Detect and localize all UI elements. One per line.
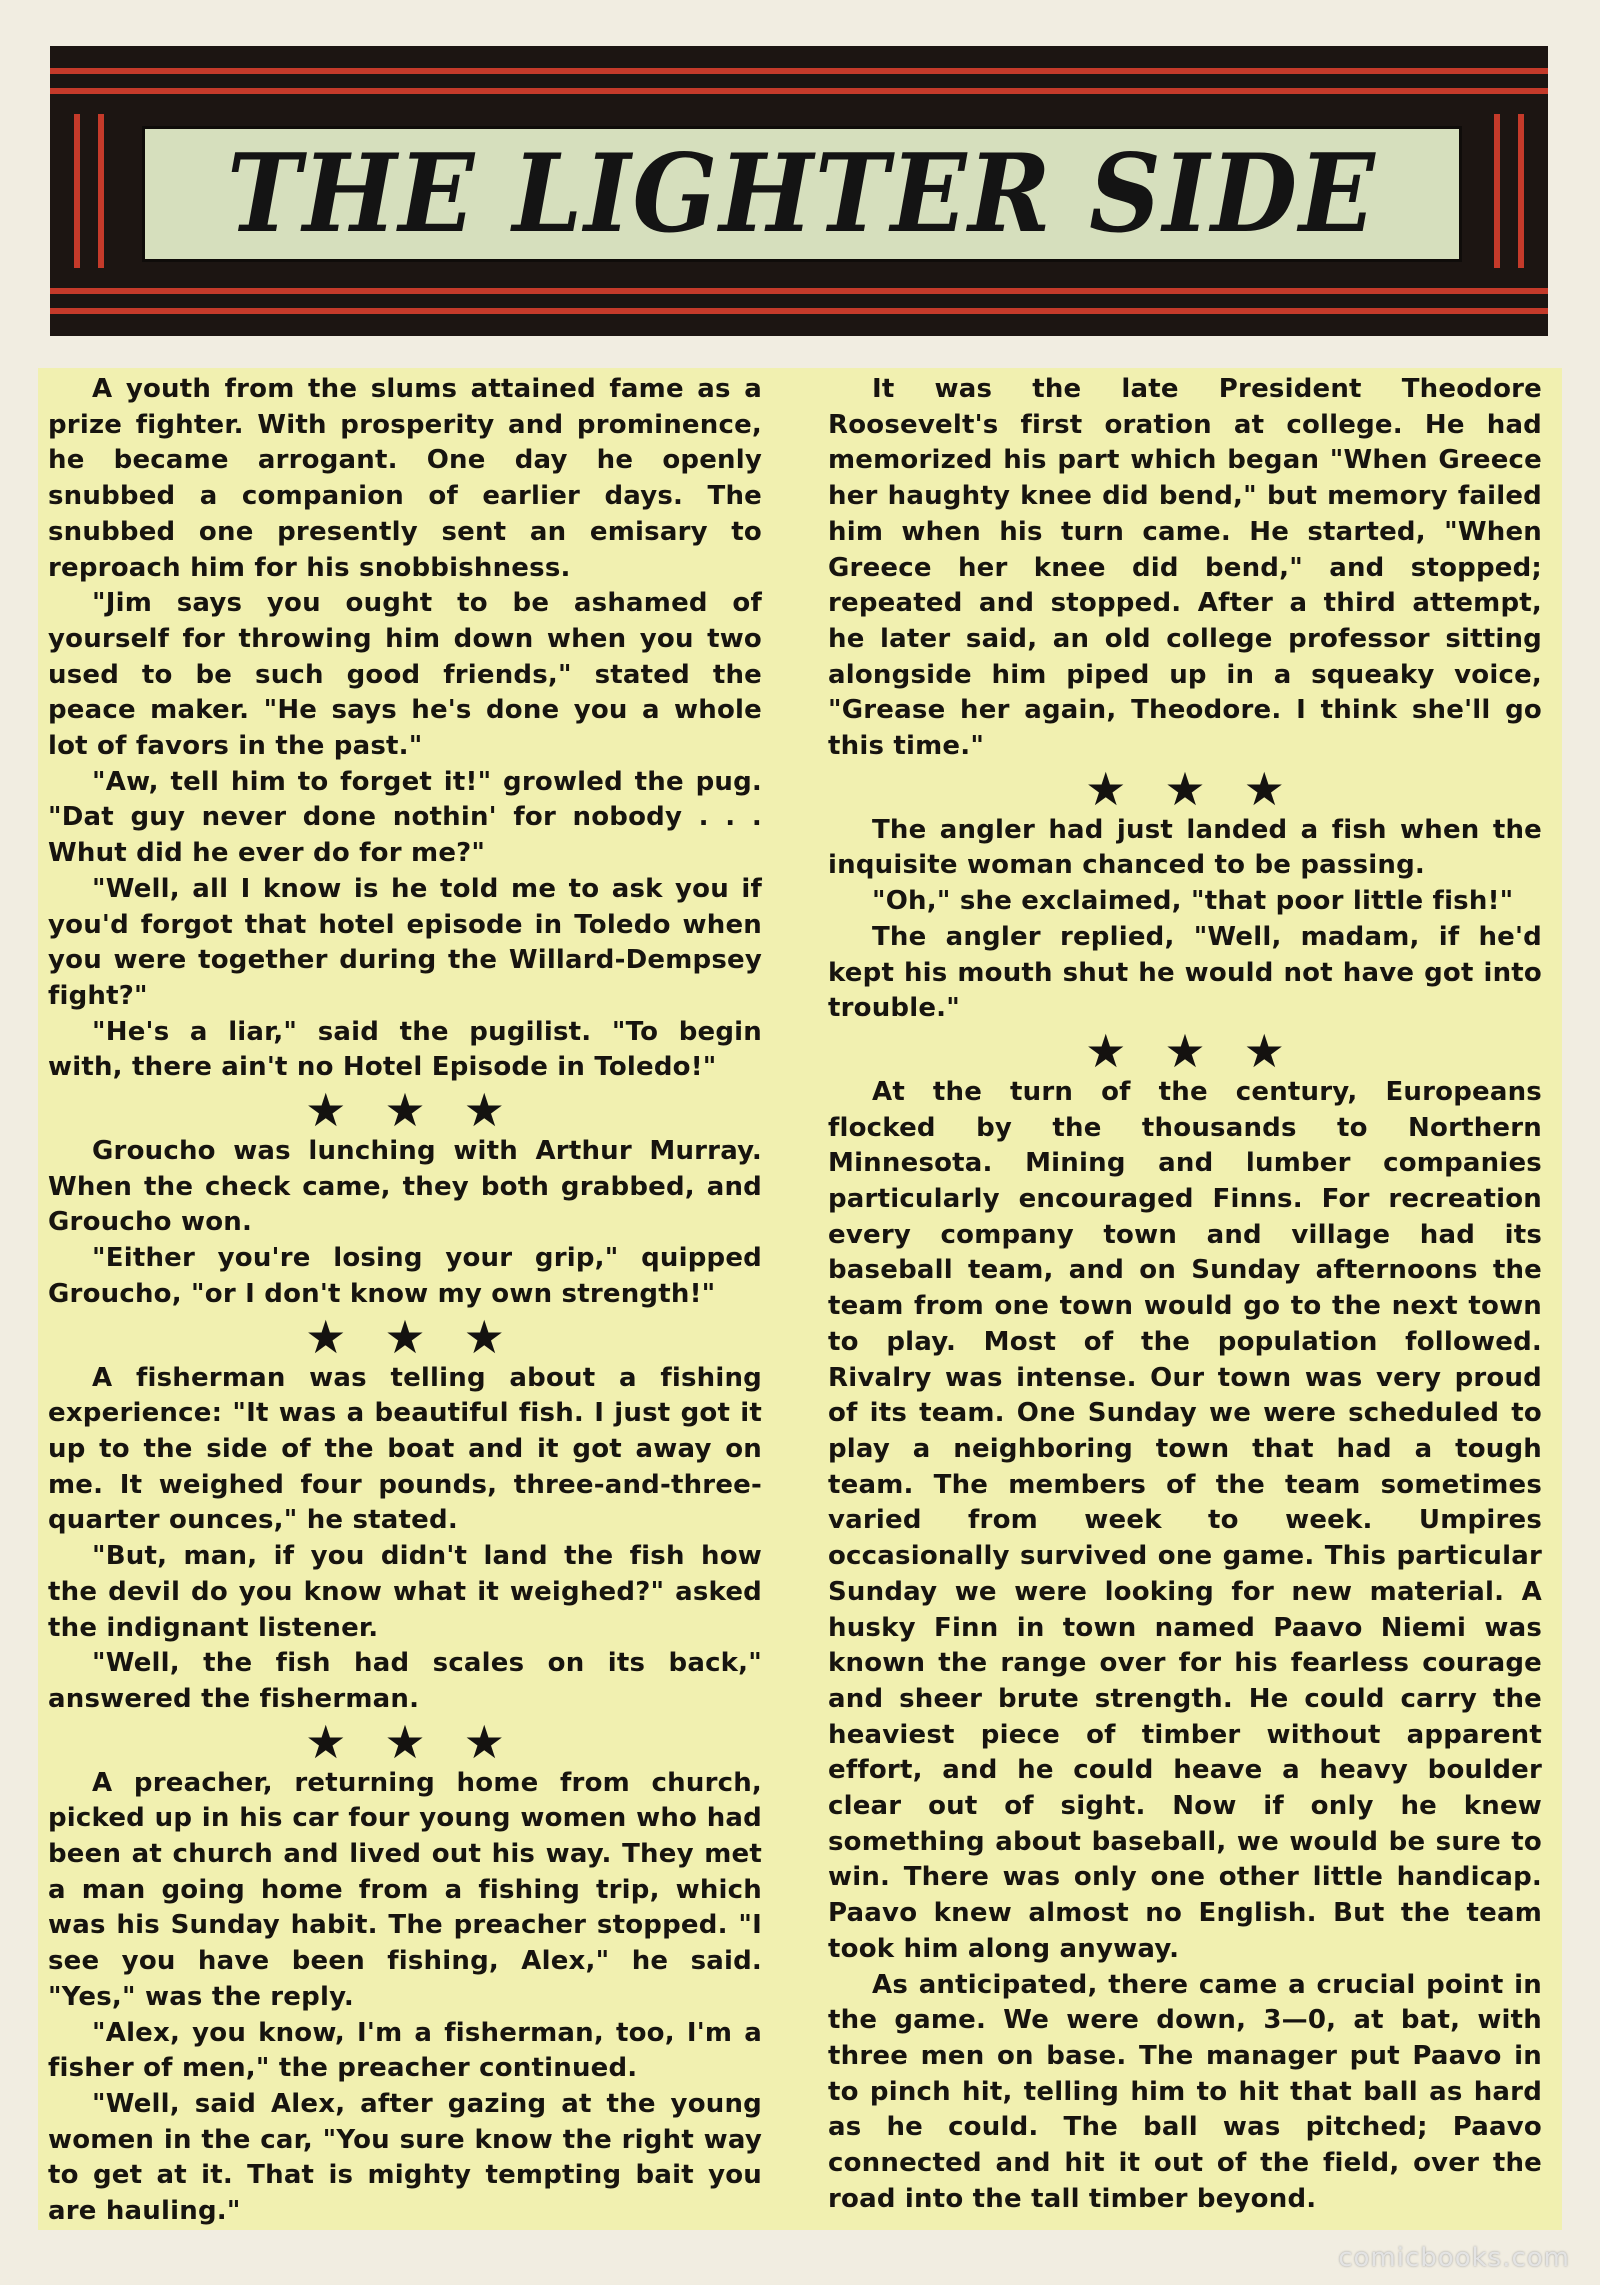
title-panel — [142, 126, 1462, 262]
banner-stripe-bottom-1 — [50, 288, 1548, 294]
star-divider: ★★★ — [305, 1309, 543, 1364]
paragraph: A preacher, returning home from church, picked up in his car four young women who had been at church and lived out his way. They met a man going home from a fishing trip, which was his Sunday habit. The preacher stopped. "I see you have been fishing, Alex," he said. "Yes," was the reply. — [48, 1767, 762, 2012]
paragraph: A fisherman was telling about a fishing experience: "It was a beautiful fish. I just got it up to the side of the boat and it got away on me. It weighed four pounds, three-and-three-quarter ounces," he stated. — [48, 1362, 762, 1536]
paragraph: "Aw, tell him to forget it!" growled the pug. "Dat guy never done nothin' for nobody . . . Whut did he ever do for me?" — [48, 766, 762, 869]
watermark: comicbooks.com — [1338, 2243, 1570, 2273]
paragraph: "He's a liar," said the pugilist. "To begin with, there ain't no Hotel Episode in Toledo!" — [48, 1016, 762, 1083]
banner-stripe-top-1 — [50, 68, 1548, 74]
paragraph: It was the late President Theodore Roosevelt's first oration at college. He had memorized his part which began "When Greece her haughty knee did bend," but memory failed him when his turn came. He started, "When Greece her knee did bend," and stopped; repeated and stopped. After a third attempt, he later said, an old college professor sitting alongside him piped up in a squeaky voice, "Grease her again, Theodore. I think she'll go this time." — [828, 374, 1542, 762]
star-divider: ★★★ — [305, 1083, 543, 1138]
banner-stripe-right-2 — [1494, 114, 1500, 268]
banner-stripe-bottom-2 — [50, 308, 1548, 314]
title-banner — [50, 46, 1548, 336]
paragraph: The angler replied, "Well, madam, if he'd kept his mouth shut he would not have got into trouble." — [828, 921, 1542, 1024]
paragraph: "Oh," she exclaimed, "that poor little fish!" — [872, 886, 1514, 917]
banner-stripe-top-2 — [50, 88, 1548, 94]
paragraph: As anticipated, there came a crucial point in the game. We were down, 3—0, at bat, with three men on base. The manager put Paavo in to pinch hit, telling him to hit that ball as hard as he could. The ball was pitched; Paavo connected and hit it out of the field, over the road into the tall timber beyond. — [828, 1969, 1542, 2214]
banner-stripe-left-1 — [74, 114, 80, 268]
star-divider: ★★★ — [1085, 1023, 1323, 1078]
paragraph: "Either you're losing your grip," quipped Groucho, "or I don't know my own strength!" — [48, 1243, 762, 1309]
paragraph: A youth from the slums attained fame as a prize fighter. With prosperity and prominence, he became arrogant. One day he openly snubbed a companion of earlier days. The snubbed one presently sent an emisary to reproach him for his snobbishness. — [48, 374, 762, 583]
paragraph: The angler had just landed a fish when the inquisite woman chanced to be passing. — [828, 814, 1542, 881]
paragraph: "Jim says you ought to be ashamed of yourself for throwing him down when you two used to be such good friends," stated the peace maker. "He says he's done you a whole lot of favors in the past." — [48, 588, 762, 762]
paragraph: "Well, the fish had scales on its back," answered the fisherman. — [48, 1648, 762, 1714]
paragraph: "Well, said Alex, after gazing at the young women in the car, "You sure know the right way to get at it. That is mighty tempting bait you are hauling." — [48, 2088, 762, 2227]
banner-stripe-right-1 — [1518, 114, 1524, 268]
page-title: THE LIGHTER SIDE — [227, 131, 1377, 257]
left-column — [48, 372, 762, 2230]
paragraph: At the turn of the century, Europeans flocked by the thousands to Northern Minnesota. Mining and lumber companies particularly encouraged Finns. For recreation every company town and village had its baseball team, and on Sunday afternoons the team from one town would go to the next town to play. Most of the population followed. Rivalry was intense. Our town was very proud of its team. One Sunday we were scheduled to play a neighboring town that had a tough team. The members of the team sometimes varied from week to week. Umpires occasionally survived one game. This particular Sunday we were looking for new material. A husky Finn in town named Paavo Niemi was known the range over for his fearless courage and sheer brute strength. He could carry the heaviest piece of timber without apparent effort, and he could heave a heavy boulder clear out of sight. Now if only he knew something about baseball, we would be sure to win. There was only one other little handicap. Paavo knew almost no English. But the team took him along anyway. — [828, 1076, 1542, 1964]
paragraph: "But, man, if you didn't land the fish how the devil do you know what it weighed?" asked the indignant listener. — [48, 1541, 762, 1643]
article-body — [38, 368, 1562, 2230]
paragraph: "Well, all I know is he told me to ask you if you'd forgot that hotel episode in Toledo when you were together during the Willard-Dempsey fight?" — [48, 873, 762, 1011]
star-divider: ★★★ — [1085, 761, 1323, 816]
right-column — [828, 372, 1542, 2217]
star-divider: ★★★ — [305, 1714, 543, 1769]
paragraph: "Alex, you know, I'm a fisherman, too, I'm a fisher of men," the preacher continued. — [48, 2017, 762, 2084]
banner-stripe-left-2 — [98, 114, 104, 268]
paragraph: Groucho was lunching with Arthur Murray. When the check came, they both grabbed, and Groucho won. — [48, 1136, 762, 1238]
